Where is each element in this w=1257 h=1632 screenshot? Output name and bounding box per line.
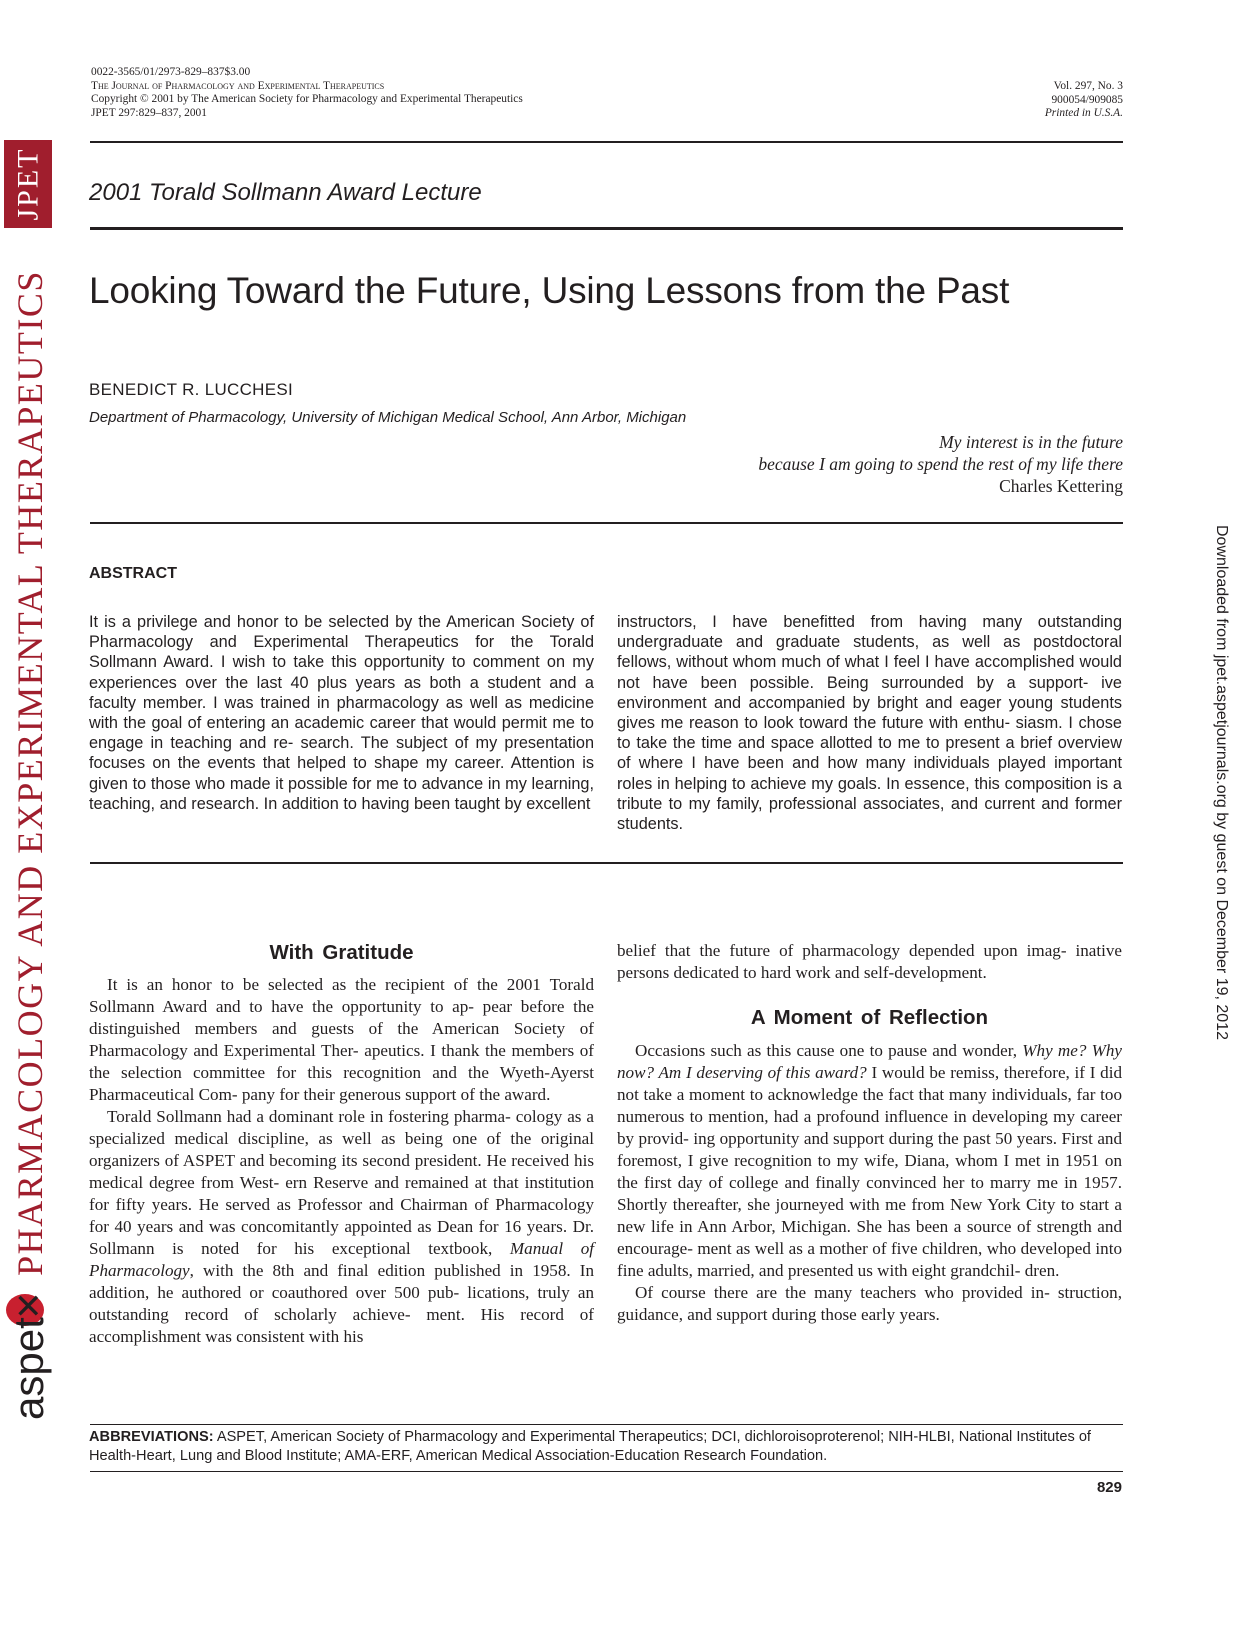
paragraph-continuation: belief that the future of pharmacology depended upon imag- inative persons dedicated to hard work and self-development. — [617, 941, 1122, 982]
page-number: 829 — [1096, 1479, 1122, 1496]
epigraph-attribution: Charles Kettering — [999, 476, 1123, 496]
abbreviations-text: ASPET, American Society of Pharmacology and Experimental Therapeutics; DCI, dichloroisoproterenol; NIH-HLBI, National Institutes of Health-Heart, Lung and Blood Institute; AMA-ERF, American Medical Association-Education Research Foundation. — [89, 1429, 1091, 1464]
jpet-badge-text: JPET — [11, 147, 45, 221]
abstract-column-left: It is a privilege and honor to be selected by the American Society of Pharmacology and Experimental Therapeutics for the Torald Sollmann Award. I wish to take this opportunity to comment on my experiences over the last 40 plus years as both a student and a faculty member. I was trained in pharmacology as well as medicine with the goal of entering an academic career that would permit me to engage in teaching and re- search. The subject of my presentation focuses on the events that helped to shape my career. Attention is given to those who made it possible for me to advance in my learning, teaching, and research. In addition to having been taught by excellent — [89, 613, 594, 813]
section-heading-gratitude: With Gratitude — [269, 941, 414, 964]
book-title: Manual of Pharmacology — [89, 1239, 594, 1280]
paragraph — [617, 1040, 1122, 1282]
body-column-right — [617, 940, 1122, 1326]
aspet-logo-text: aspet — [5, 1317, 52, 1420]
divider — [90, 522, 1123, 524]
download-note-text: Downloaded from jpet.aspetjournals.org by guest on December 19, 2012 — [1213, 525, 1230, 1040]
citation-line: JPET 297:829–837, 2001 — [91, 106, 207, 119]
jpet-badge — [4, 140, 52, 228]
abstract-column-right: instructors, I have benefitted from having many outstanding undergraduate and graduate students, as well as postdoctoral fellows, without whom much of what I feel I have accomplished would not have been possible. Being surrounded by a support- ive environment and accompanied by bright and eager young students gives me reason to look toward the future with enthu- siasm. I chose to take the time and space allotted to me to present a brief overview of where I have been and how many individuals played important roles in helping to achieve my goals. In essence, this composition is a tribute to my family, professional associates, and current and former students. — [617, 613, 1122, 834]
quoted-question: Why me? Why now? Am I deserving of this award? — [617, 1041, 1122, 1082]
volume-line: Vol. 297, No. 3 — [1053, 80, 1123, 92]
running-header-left — [91, 66, 523, 120]
issn-line: 0022-3565/01/2973-829–837$3.00 — [91, 66, 251, 78]
author-name: BENEDICT R. LUCCHESI — [89, 380, 294, 399]
epigraph-line: because I am going to spend the rest of my life there — [758, 454, 1123, 474]
abbreviations-label: ABBREVIATIONS: — [89, 1429, 214, 1445]
author-affiliation: Department of Pharmacology, University of Michigan Medical School, Ann Arbor, Michigan — [89, 409, 687, 426]
divider — [90, 227, 1123, 230]
running-header-right — [1045, 80, 1123, 121]
divider — [90, 862, 1123, 864]
lecture-label: 2001 Torald Sollmann Award Lecture — [89, 179, 482, 206]
paragraph — [89, 1106, 594, 1348]
copyright-line: Copyright © 2001 by The American Society for Pharmacology and Experimental Therapeutics — [91, 93, 523, 106]
paragraph: It is an honor to be selected as the recipient of the 2001 Torald Sollmann Award and to have the opportunity to ap- pear before the distinguished members and guests of the American Society of Pharmacology and Experimental Ther- apeutics. I thank the members of the selection committee for this recognition and the Wyeth-Ayerst Pharmaceutical Com- pany for their generous support of the award. — [89, 975, 594, 1104]
journal-name-text: PHARMACOLOGY AND EXPERIMENTAL THERAPEUTICS — [10, 270, 50, 1276]
paragraph-text: , with the 8th and final edition published in 1958. In addition, he authored or coauthored over 500 pub- lications, truly an outstanding record of scholarly achieve- ment. His record of accomplishment was consistent with his — [89, 1261, 594, 1346]
journal-line: The Journal of Pharmacology and Experimental Therapeutics — [91, 79, 385, 92]
abbreviations-footnote — [89, 1428, 1122, 1466]
article-title: Looking Toward the Future, Using Lessons from the Past — [89, 270, 1010, 311]
paragraph: Of course there are the many teachers who provided in- struction, guidance, and support during those early years. — [617, 1283, 1122, 1324]
paragraph-text: I would be remiss, therefore, if I did not take a moment to acknowledge the fact that many individuals, far too numerous to mention, had a profound influence in developing my career by provid- ing opportunity and support during the past 50 years. First and foremost, I give recognition to my wife, Diana, whom I met in 1951 on the first day of college and finally convinced her to marry me in 1957. Shortly thereafter, she journeyed with me from New York City to start a new life in Ann Arbor, Michigan. She has been a source of strength and encourage- ment as well as a mother of five children, who developed into fine adults, married, and presented us with eight grandchil- dren. — [617, 1063, 1122, 1280]
divider — [90, 141, 1123, 143]
article-id-line: 900054/909085 — [1051, 93, 1123, 106]
printed-line: Printed in U.S.A. — [1044, 107, 1123, 120]
paragraph-text: Torald Sollmann had a dominant role in fostering pharma- cology as a specialized medical discipline, as well as being one of the original organizers of ASPET and becoming its second president. He received his medical degree from West- ern Reserve and remained at that institution for fifty years. He served as Professor and Chairman of Pharmacology for 40 years and was concomitantly appointed as Dean for 16 years. Dr. Sollmann is noted for his exceptional textbook, — [89, 1107, 594, 1258]
divider — [90, 1424, 1123, 1425]
epigraph-line: My interest is in the future — [939, 432, 1123, 452]
epigraph — [758, 431, 1123, 497]
section-heading-reflection: A Moment of Reflection — [750, 1006, 989, 1029]
aspet-logo-figure-icon: ✕ — [14, 1288, 43, 1326]
paragraph-text: Occasions such as this cause one to pause and wonder, — [635, 1041, 1018, 1060]
body-column-left — [89, 940, 594, 1348]
abstract-heading: ABSTRACT — [89, 565, 177, 582]
divider — [90, 1471, 1123, 1472]
